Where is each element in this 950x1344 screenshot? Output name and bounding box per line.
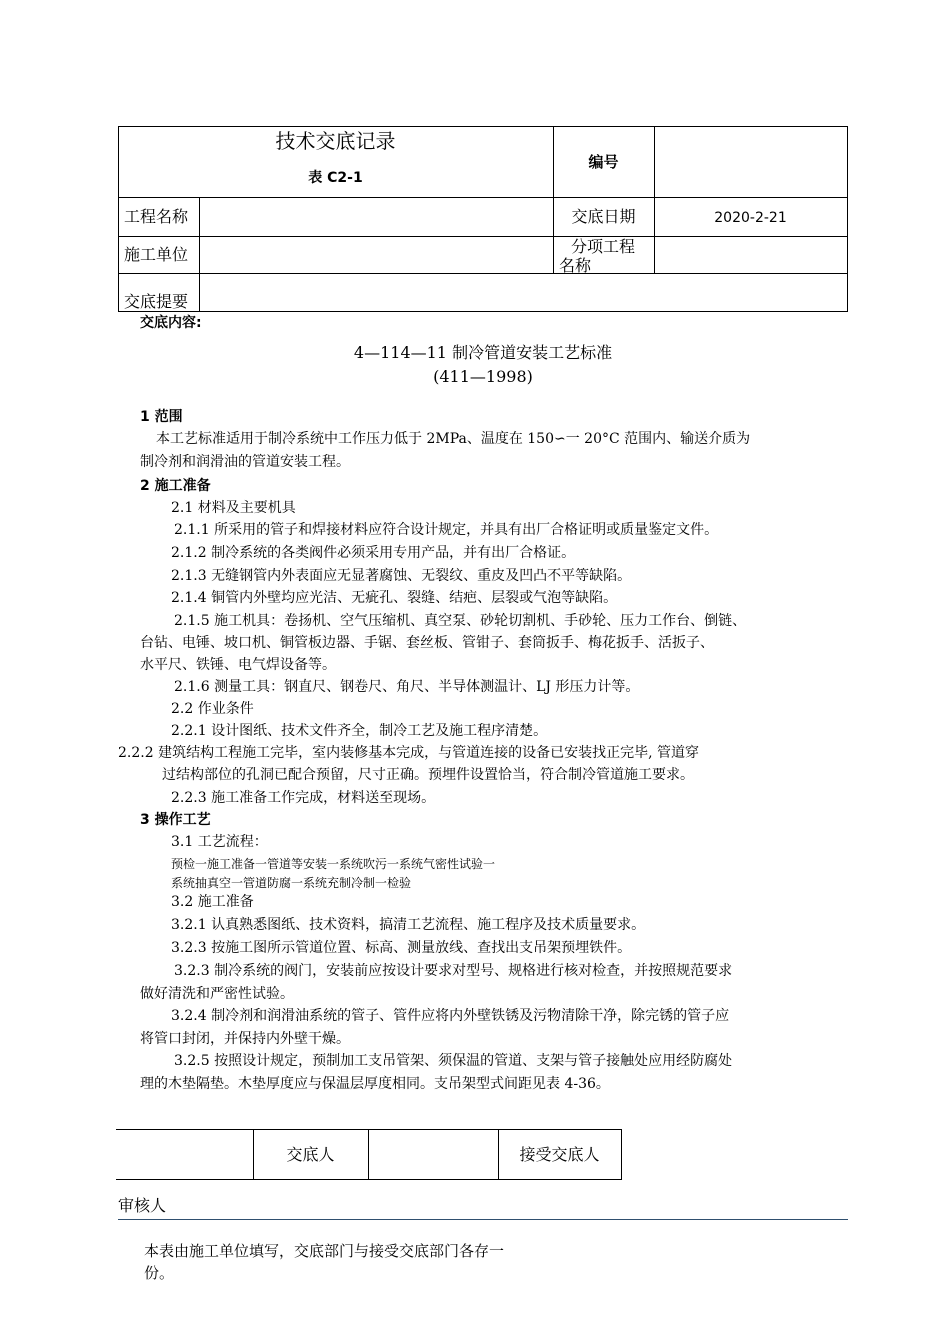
number-label: 编号: [588, 153, 619, 171]
table-rule: [118, 273, 848, 274]
paragraph: 本工艺标准适用于制冷系统中工作压力低于 2MPa、温度在 150∽一 20°C 范围内、输送介质为: [156, 431, 751, 447]
table-border-right: [847, 126, 848, 312]
reviewer-label: 审核人: [118, 1196, 167, 1215]
footnote-continued: 份。: [144, 1264, 175, 1282]
discloser-label: 交底人: [286, 1145, 335, 1164]
process-flow-line-2: 系统抽真空一管道防腐一系统充制冷制一检验: [171, 876, 412, 890]
sub-project-label-2: 名称: [559, 256, 592, 275]
table-rule: [118, 197, 848, 198]
paragraph: 做好清洗和严密性试验。: [140, 986, 294, 1002]
table-col-divider: [621, 1129, 622, 1180]
table-col-divider: [553, 126, 554, 274]
document-title: 4—114—11 制冷管道安装工艺标准: [353, 343, 613, 362]
paragraph: 3.2.1 认真熟悉图纸、技术资料，搞清工艺流程、施工程序及技术质量要求。: [171, 917, 646, 933]
paragraph: 水平尺、铁锤、电气焊设备等。: [140, 657, 336, 673]
paragraph: 制冷剂和润滑油的管道安装工程。: [140, 454, 350, 470]
paragraph: 2.2.1 设计图纸、技术文件齐全，制冷工艺及施工程序清楚。: [171, 723, 548, 739]
process-flow-line-1: 预检一施工准备一管道等安装一系统吹污一系统气密性试验一: [171, 857, 496, 871]
paragraph: 2.1.4 铜管内外壁均应光洁、无疵孔、裂缝、结疤、层裂或气泡等缺陷。: [171, 590, 618, 606]
table-rule: [118, 236, 848, 237]
paragraph: 2.1.2 制冷系统的各类阀件必须采用专用产品，并有出厂合格证。: [171, 545, 576, 561]
section-1-heading: 1 范围: [140, 409, 183, 425]
summary-label: 交底提要: [124, 292, 189, 311]
section-2-heading: 2 施工准备: [140, 478, 211, 494]
project-name-label: 工程名称: [124, 207, 189, 226]
date-label: 交底日期: [571, 207, 636, 226]
subsection-heading: 3.1 工艺流程：: [171, 834, 268, 850]
paragraph: 3.2.5 按照设计规定，预制加工支吊管架、须保温的管道、支架与管子接触处应用经防腐处: [174, 1053, 733, 1069]
table-col-divider: [368, 1129, 369, 1180]
paragraph: 将管口封闭，并保持内外壁干燥。: [140, 1031, 350, 1047]
receiver-label: 接受交底人: [519, 1145, 600, 1164]
paragraph: 2.1.1 所采用的管子和焊接材料应符合设计规定，并具有出厂合格证明或质量鉴定文件。: [174, 522, 719, 538]
paragraph: 过结构部位的孔洞已配合预留，尺寸正确。预埋件设置恰当，符合制冷管道施工要求。: [162, 767, 694, 783]
table-border-bottom: [116, 1179, 622, 1180]
paragraph: 2.1.6 测量工具：钢直尺、钢卷尺、角尺、半导体测温计、LJ 形压力计等。: [174, 679, 640, 695]
footnote: 本表由施工单位填写，交底部门与接受交底部门各存一: [144, 1242, 505, 1260]
paragraph: 2.2.2 建筑结构工程施工完毕，室内装修基本完成，与管道连接的设备已安装找正完毕, 管道穿: [118, 745, 699, 761]
table-border-bottom: [118, 311, 848, 312]
content-label: 交底内容:: [140, 315, 202, 331]
document-subtitle: (411—1998): [433, 367, 533, 386]
reviewer-signature[interactable]: [200, 1195, 840, 1217]
unit-label: 施工单位: [124, 245, 189, 264]
date-value[interactable]: 2020-2-21: [714, 210, 787, 226]
divider-rule: [118, 1219, 848, 1220]
paragraph: 2.1.5 施工机具：卷扬机、空气压缩机、真空泵、砂轮切割机、手砂轮、压力工作台、倒链、: [174, 613, 747, 629]
form-number: 表 C2-1: [308, 170, 363, 186]
paragraph: 3.2.4 制冷剂和润滑油系统的管子、管件应将内外壁铁锈及污物清除干净，除完锈的管子应: [171, 1008, 730, 1024]
table-border-top: [116, 1129, 622, 1130]
paragraph: 2.2.3 施工准备工作完成，材料送至现场。: [171, 790, 436, 806]
paragraph: 3.2.3 按施工图所示管道位置、标高、测量放线、查找出支吊架预埋铁件。: [171, 940, 632, 956]
subsection-heading: 2.1 材料及主要机具: [171, 500, 296, 516]
table-col-divider: [654, 126, 655, 274]
subsection-heading: 3.2 施工准备: [171, 894, 254, 910]
form-title: 技术交底记录: [275, 129, 396, 153]
sub-project-label: 分项工程: [571, 237, 636, 256]
subsection-heading: 2.2 作业条件: [171, 701, 254, 717]
paragraph: 台钻、电锤、坡口机、铜管板边器、手锯、套丝板、管钳子、套筒扳手、梅花扳手、活扳子、: [140, 635, 714, 651]
paragraph: 3.2.3 制冷系统的阀门，安装前应按设计要求对型号、规格进行核对检查，并按照规范要求: [174, 963, 733, 979]
table-border-top: [118, 126, 848, 127]
paragraph: 理的木垫隔垫。木垫厚度应与保温层厚度相同。支吊架型式间距见表 4-36。: [140, 1076, 610, 1092]
paragraph: 2.1.3 无缝钢管内外表面应无显著腐蚀、无裂纹、重皮及凹凸不平等缺陷。: [171, 568, 632, 584]
section-3-heading: 3 操作工艺: [140, 812, 211, 828]
table-col-divider: [199, 197, 200, 312]
